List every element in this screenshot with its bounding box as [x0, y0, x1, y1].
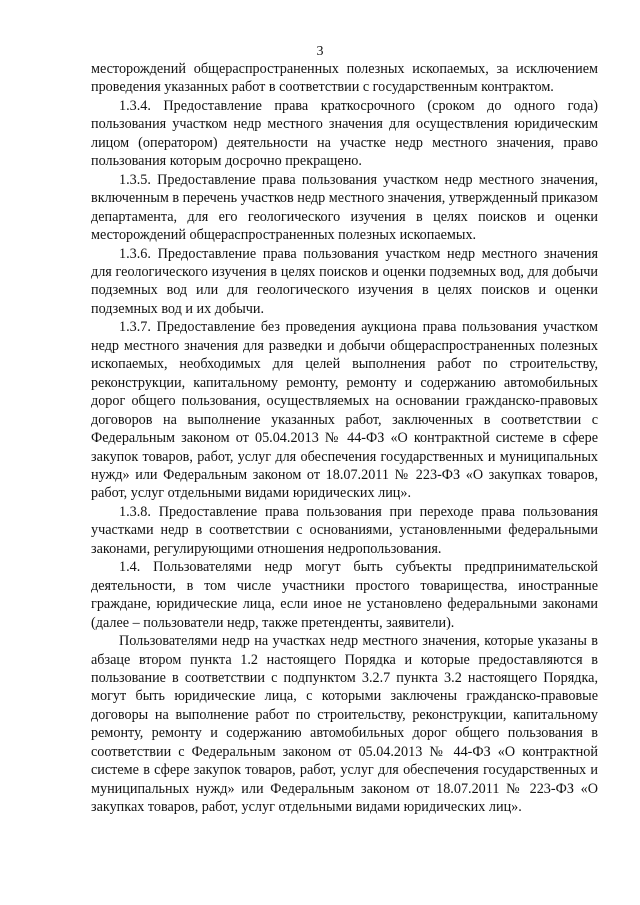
paragraph-1-3-4: 1.3.4. Предоставление права краткосрочного (сроком до одного года) пользования участком недр местного значения для осуществления юридическим лицом (оператором) деятельности на участке недр местного значения, право пользования которым досрочно прекращено.: [91, 97, 598, 170]
paragraph-1-3-8: 1.3.8. Предоставление права пользования при переходе права пользования участками недр в соответствии с основаниями, установленными федеральными законами, регулирующими отношения недропользования.: [91, 503, 598, 557]
paragraph-1-4-second: Пользователями недр на участках недр местного значения, которые указаны в абзаце втором пункта 1.2 настоящего Порядка и которые предоставляются в пользование в соответствии с подпунктом 3.2.7 пункта 3.2 настоящего Порядка, могут быть юридические лица, с которыми заключены гражданско-правовые договоры на выполнение работ по строительству, реконструкции, капитальному ремонту, ремонту и содержанию автомобильных дорог общего пользования в соответствии с Федеральным законом от 05.04.2013 № 44-ФЗ «О контрактной системе в сфере закупок товаров, работ, услуг для обеспечения государственных и муниципальных нужд» или Федеральным законом от 18.07.2011 № 223-ФЗ «О закупках товаров, работ, услуг отдельными видами юридических лиц».: [91, 633, 598, 816]
paragraph-1-3-6: 1.3.6. Предоставление права пользования участком недр местного значения для геологического изучения в целях поисков и оценки подземных вод, для добычи подземных вод или для геологического изучения в целях поисков и оценки подземных вод и их добычи.: [91, 245, 598, 317]
paragraph-1-4: 1.4. Пользователями недр могут быть субъекты предпринимательской деятельности, в том числе участники простого товарищества, иностранные граждане, юридические лица, если иное не установлено федеральными законами (далее – пользователи недр, также претенденты, заявители).: [91, 559, 598, 631]
paragraph-1-3-7: 1.3.7. Предоставление без проведения аукциона права пользования участком недр местного значения для разведки и добычи общераспространенных полезных ископаемых, необходимых для целей выполнения работ по строительству, реконструкции, капитальному ремонту, ремонту и содержанию автомобильных дорог общего пользования, осуществляемых на основании гражданско-правовых договоров на выполнение указанных работ, заключенных в соответствии с Федеральным законом от 05.04.2013 № 44-ФЗ «О контрактной системе в сфере закупок товаров, работ, услуг для обеспечения государственных и муниципальных нужд» или Федеральным законом от 18.07.2011 № 223-ФЗ «О закупках товаров, работ, услуг отдельными видами юридических лиц».: [91, 319, 598, 502]
paragraph-1-3-5: 1.3.5. Предоставление права пользования участком недр местного значения, включенным в перечень участков недр местного значения, утвержденный приказом департамента, для его геологического изучения в целях поисков и оценки месторождений общераспространенных полезных ископаемых.: [91, 171, 598, 244]
page-number: 3: [316, 44, 324, 59]
paragraph-continuation: месторождений общераспространенных полезных ископаемых, за исключением проведения указанных работ в соответствии с государственным контрактом.: [91, 61, 598, 96]
document-body: [91, 60, 598, 817]
